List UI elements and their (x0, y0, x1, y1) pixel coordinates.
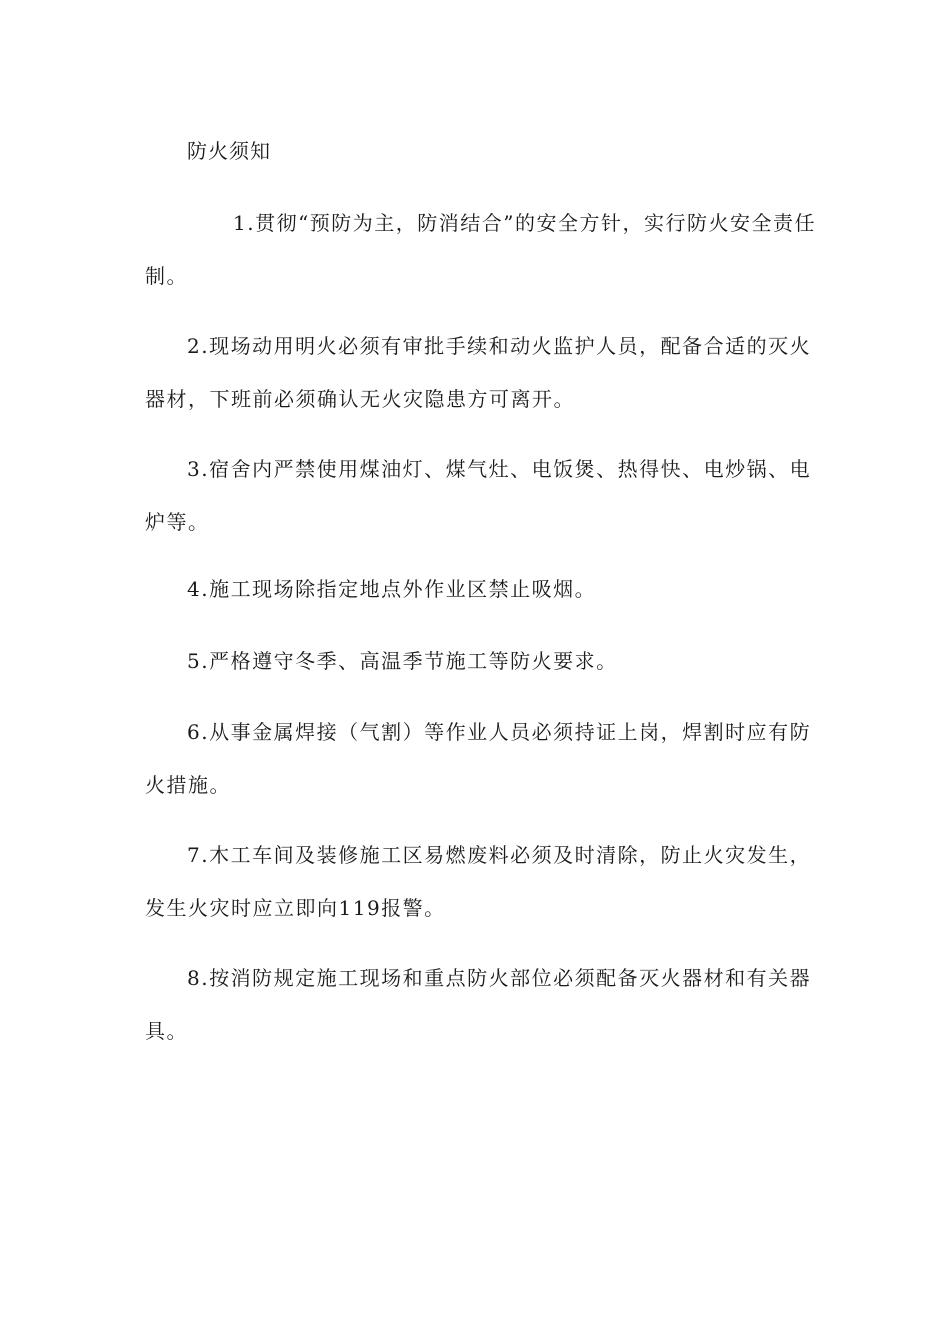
list-item: 6.从事金属焊接（气割）等作业人员必须持证上岗，焊割时应有防火措施。 (145, 720, 812, 797)
document-title: 防火须知 (187, 139, 271, 163)
list-item: 5.严格遵守冬季、高温季节施工等防火要求。 (187, 649, 618, 673)
list-item: 2.现场动用明火必须有审批手续和动火监护人员，配备合适的灭火器材，下班前必须确认无火灾隐患方可离开。 (145, 334, 812, 411)
list-item: 7.木工车间及装修施工区易燃废料必须及时清除，防止火灾发生，发生火灾时应立即向119报警。 (145, 843, 812, 920)
list-item: 4.施工现场除指定地点外作业区禁止吸烟。 (187, 577, 597, 601)
list-item: 3.宿舍内严禁使用煤油灯、煤气灶、电饭煲、热得快、电炒锅、电炉等。 (145, 457, 812, 534)
list-item: 8.按消防规定施工现场和重点防火部位必须配备灭火器材和有关器具。 (145, 966, 812, 1043)
list-item: 1.贯彻“预防为主，防消结合”的安全方针，实行防火安全责任制。 (145, 211, 817, 288)
